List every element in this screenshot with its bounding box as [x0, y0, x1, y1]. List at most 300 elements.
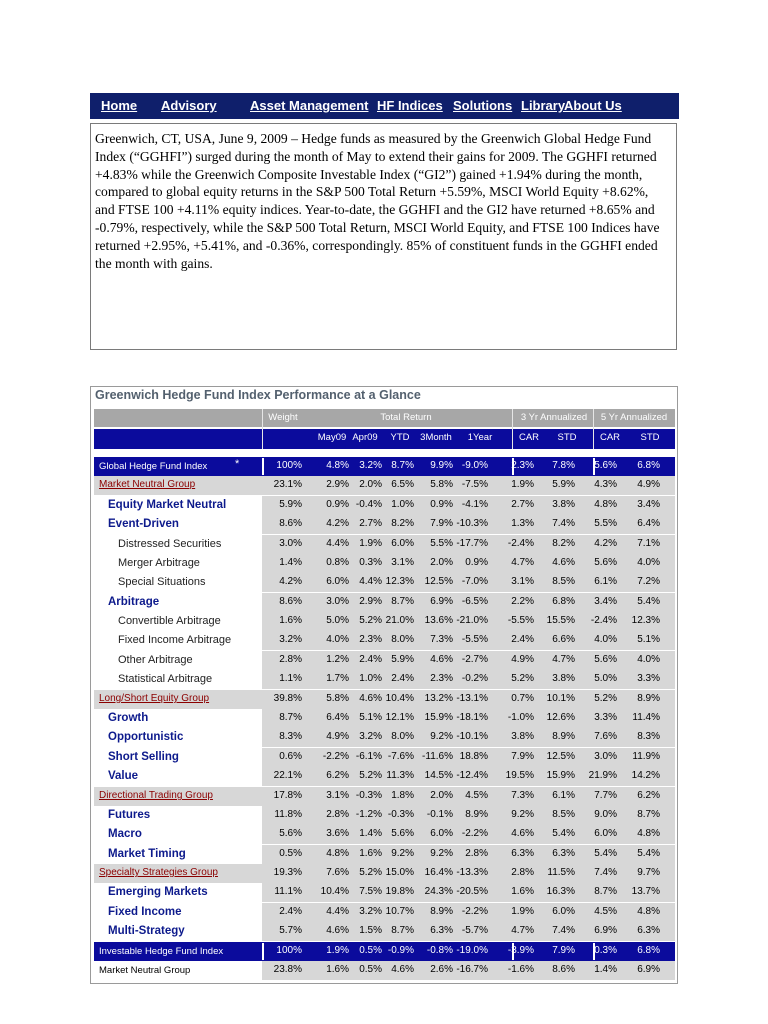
table-row [94, 922, 675, 941]
table-cell: 3.2% [359, 906, 382, 917]
table-cell: 2.4% [359, 654, 382, 665]
table-cell: -12.4% [456, 770, 488, 781]
table-cell: 2.2% [511, 596, 534, 607]
table-cell: 7.6% [594, 731, 617, 742]
table-cell: 5.0% [326, 615, 349, 626]
table-cell: 10.1% [546, 693, 575, 704]
table-cell: 1.6% [511, 886, 534, 897]
table-cell: -17.7% [456, 538, 488, 549]
column-header: STD [557, 432, 577, 443]
table-cell: 6.1% [594, 576, 617, 587]
table-cell: -20.5% [456, 886, 488, 897]
table-cell: 8.9% [465, 809, 488, 820]
table-cell: -0.2% [461, 673, 488, 684]
table-cell: 15.9% [424, 712, 453, 723]
table-cell: -9.0% [461, 460, 488, 471]
table-cell: 1.0% [391, 499, 414, 510]
table-cell: 1.4% [359, 828, 382, 839]
table-cell: -2.7% [461, 654, 488, 665]
table-cell: 11.9% [632, 751, 660, 762]
row-label: Statistical Arbitrage [118, 673, 213, 685]
table-cell: -11.6% [422, 751, 453, 762]
table-cell: 12.3% [631, 615, 660, 626]
table-cell: 3.2% [359, 731, 382, 742]
table-cell: 1.4% [279, 557, 302, 568]
table-cell: 4.0% [637, 654, 660, 665]
row-label: Convertible Arbitrage [118, 615, 221, 627]
table-cell: 4.4% [359, 576, 382, 587]
column-header: CAR [518, 432, 540, 443]
table-cell: -6.1% [355, 751, 382, 762]
table-cell: 6.2% [637, 790, 660, 801]
table-cell: 3.2% [359, 460, 382, 471]
table-cell: 3.1% [326, 790, 349, 801]
table-cell: 21.9% [588, 770, 617, 781]
row-label: Futures [108, 809, 151, 821]
table-cell: 0.5% [359, 964, 382, 975]
table-row [94, 883, 675, 902]
table-cell: -1.0% [507, 712, 534, 723]
performance-table [90, 386, 678, 984]
nav-hf-indices-link[interactable]: HF Indices [377, 98, 443, 113]
table-cell: 1.8% [391, 790, 414, 801]
table-cell: -4.1% [461, 499, 488, 510]
table-cell: 7.6% [326, 867, 349, 878]
table-cell: 12.5% [424, 576, 453, 587]
table-cell: 0.9% [465, 557, 488, 568]
table-cell: 4.6% [511, 828, 534, 839]
table-cell: 8.3% [279, 731, 302, 742]
table-cell: 3.8% [552, 673, 575, 684]
table-cell: 9.7% [637, 867, 660, 878]
table-cell: 3.3% [637, 673, 660, 684]
table-cell: 4.6% [391, 964, 414, 975]
table-cell: 19.3% [273, 867, 302, 878]
table-cell: 3.6% [326, 828, 349, 839]
table-cell: 7.4% [552, 925, 575, 936]
table-cell: 5.4% [552, 828, 575, 839]
table-cell: 8.0% [391, 634, 414, 645]
table-cell: 5.6% [594, 557, 617, 568]
yr3-header: 3 Yr Annualized [520, 412, 588, 423]
table-cell: 5.9% [391, 654, 414, 665]
table-cell: 1.9% [359, 538, 382, 549]
table-cell: 5.6% [594, 654, 617, 665]
table-cell: 1.9% [511, 479, 534, 490]
table-cell: 8.7% [391, 925, 414, 936]
table-cell: 12.3% [385, 576, 414, 587]
table-cell: 2.6% [430, 964, 453, 975]
table-cell: -7.0% [461, 576, 488, 587]
table-cell: 4.6% [326, 925, 349, 936]
table-cell: 1.1% [279, 673, 302, 684]
table-cell: 2.3% [511, 460, 534, 471]
table-cell: 2.3% [359, 634, 382, 645]
table-cell: 6.9% [594, 925, 617, 936]
table-cell: 7.8% [552, 460, 575, 471]
table-cell: 7.3% [430, 634, 453, 645]
table-cell: 12.5% [546, 751, 575, 762]
table-row [94, 573, 675, 592]
table-cell: 0.9% [326, 499, 349, 510]
top-nav-bar [90, 93, 679, 119]
table-cell: 5.1% [359, 712, 382, 723]
table-cell: 1.7% [326, 673, 349, 684]
table-cell: 100% [276, 460, 302, 471]
total-return-header: Total Return [380, 412, 432, 423]
table-cell: 8.7% [637, 809, 660, 820]
nav-home-link[interactable]: Home [101, 98, 138, 113]
table-cell: 8.9% [637, 693, 660, 704]
table-cell: 6.3% [511, 848, 534, 859]
table-cell: 4.2% [279, 576, 302, 587]
table-cell: 9.2% [391, 848, 414, 859]
table-row [94, 728, 675, 747]
table-cell: 1.9% [326, 945, 349, 956]
table-cell: 10.4% [320, 886, 349, 897]
table-cell: 3.2% [279, 634, 302, 645]
table-cell: 3.0% [279, 538, 302, 549]
table-cell: 6.0% [594, 828, 617, 839]
table-cell: -1.2% [355, 809, 382, 820]
table-cell: -18.1% [456, 712, 488, 723]
table-cell: 2.8% [465, 848, 488, 859]
row-label: Global Hedge Fund Index [99, 461, 208, 472]
table-row [94, 748, 675, 767]
table-row [94, 670, 675, 689]
table-row [94, 767, 675, 786]
table-cell: 17.8% [273, 790, 302, 801]
table-cell: 4.5% [594, 906, 617, 917]
table-cell: 7.9% [430, 518, 453, 529]
table-cell: 6.9% [430, 596, 453, 607]
table-cell: 4.8% [326, 460, 349, 471]
row-label: Event-Driven [108, 518, 179, 530]
table-cell: 7.4% [594, 867, 617, 878]
table-cell: 4.6% [552, 557, 575, 568]
table-cell: 3.8% [552, 499, 575, 510]
table-cell: -7.5% [461, 479, 488, 490]
table-cell: -10.3% [456, 518, 488, 529]
table-cell: 4.9% [511, 654, 534, 665]
table-cell: 8.6% [279, 518, 302, 529]
table-cell: 5.4% [637, 596, 660, 607]
table-cell: 6.3% [637, 925, 660, 936]
table-cell: 11.1% [274, 886, 302, 897]
table-cell: 19.5% [505, 770, 534, 781]
table-cell: 2.8% [511, 867, 534, 878]
table-cell: 9.2% [511, 809, 534, 820]
table-cell: 23.1% [273, 479, 302, 490]
table-cell: 4.5% [465, 790, 488, 801]
row-label: Macro [108, 828, 142, 840]
table-cell: 3.1% [391, 557, 414, 568]
table-cell: 7.7% [594, 790, 617, 801]
table-cell: 8.7% [391, 460, 414, 471]
table-cell: 4.9% [326, 731, 349, 742]
table-cell: 6.8% [637, 460, 660, 471]
table-cell: 8.6% [552, 964, 575, 975]
table-cell: -16.7% [456, 964, 488, 975]
table-cell: 5.4% [637, 848, 660, 859]
table-cell: 5.5% [430, 538, 453, 549]
table-cell: 14.2% [631, 770, 660, 781]
table-cell: 5.8% [326, 693, 349, 704]
table-cell: 5.5% [594, 518, 617, 529]
table-cell: 100% [276, 945, 302, 956]
table-cell: 6.0% [391, 538, 414, 549]
table-cell: 8.2% [391, 518, 414, 529]
row-label: Investable Hedge Fund Index [99, 946, 224, 957]
table-title: Greenwich Hedge Fund Index Performance at a Glance [95, 388, 421, 402]
nav-about-us-link[interactable]: About Us [564, 98, 622, 113]
table-cell: 8.9% [552, 731, 575, 742]
table-cell: -0.9% [387, 945, 414, 956]
table-cell: 8.7% [594, 886, 617, 897]
table-cell: 2.0% [430, 557, 453, 568]
table-cell: 12.6% [546, 712, 575, 723]
table-cell: 10.7% [385, 906, 414, 917]
column-header: Apr09 [352, 432, 378, 443]
row-label: Growth [108, 712, 149, 724]
nav-advisory-link[interactable]: Advisory [161, 98, 217, 113]
table-cell: 2.8% [326, 809, 349, 820]
table-cell: 5.9% [279, 499, 302, 510]
table-cell: 7.9% [552, 945, 575, 956]
table-cell: 3.4% [594, 596, 617, 607]
row-label: Merger Arbitrage [118, 557, 200, 569]
row-label: Market Neutral Group [99, 965, 191, 976]
table-cell: 8.2% [552, 538, 575, 549]
table-cell: 10.4% [385, 693, 414, 704]
table-cell: -0.8% [426, 945, 453, 956]
table-cell: 4.9% [637, 479, 660, 490]
yr5-header: 5 Yr Annualized [600, 412, 668, 423]
nav-library-link[interactable]: Library [521, 98, 566, 113]
table-row [94, 961, 675, 980]
table-cell: 5.6% [594, 460, 617, 471]
table-cell: 24.3% [424, 886, 453, 897]
table-cell: 4.2% [594, 538, 617, 549]
table-cell: -13.1% [456, 693, 488, 704]
table-cell: 11.8% [274, 809, 302, 820]
table-cell: 2.7% [511, 499, 534, 510]
table-cell: 8.5% [552, 809, 575, 820]
table-cell: 6.0% [326, 576, 349, 587]
table-cell: 8.9% [430, 906, 453, 917]
table-cell: 7.3% [511, 790, 534, 801]
table-cell: 4.7% [511, 557, 534, 568]
table-cell: 0.8% [326, 557, 349, 568]
table-cell: 0.9% [430, 499, 453, 510]
table-cell: 3.4% [637, 499, 660, 510]
table-cell: 1.6% [279, 615, 302, 626]
table-cell: 4.8% [326, 848, 349, 859]
table-cell: 9.2% [430, 848, 453, 859]
table-row [94, 942, 675, 961]
row-label: Emerging Markets [108, 886, 208, 898]
table-cell: 1.5% [359, 925, 382, 936]
table-cell: 2.0% [359, 479, 382, 490]
table-cell: 6.6% [552, 634, 575, 645]
table-cell: 6.4% [637, 518, 660, 529]
table-cell: 11.5% [547, 867, 575, 878]
table-cell: 2.3% [430, 673, 453, 684]
table-cell: 4.8% [637, 906, 660, 917]
table-cell: 2.4% [279, 906, 302, 917]
table-cell: -0.1% [426, 809, 453, 820]
table-cell: 7.4% [552, 518, 575, 529]
table-cell: 5.9% [552, 479, 575, 490]
table-cell: 6.8% [552, 596, 575, 607]
table-cell: 8.6% [279, 596, 302, 607]
table-cell: 4.7% [511, 925, 534, 936]
table-cell: 16.4% [424, 867, 453, 878]
row-label: Multi-Strategy [108, 925, 185, 937]
table-cell: 7.5% [359, 886, 382, 897]
footnote-star: * [235, 458, 240, 470]
table-cell: 0.7% [511, 693, 534, 704]
row-label[interactable]: Directional Trading Group [99, 790, 213, 801]
table-cell: 6.5% [391, 479, 414, 490]
table-cell: 4.4% [326, 906, 349, 917]
table-row [94, 631, 675, 650]
table-row [94, 496, 675, 515]
table-cell: 5.2% [359, 770, 382, 781]
table-cell: 19.8% [385, 886, 414, 897]
table-cell: 2.9% [359, 596, 382, 607]
table-cell: 6.0% [552, 906, 575, 917]
table-cell: -1.6% [507, 964, 534, 975]
table-cell: 5.1% [637, 634, 660, 645]
table-cell: 5.2% [511, 673, 534, 684]
table-cell: -2.2% [461, 828, 488, 839]
table-cell: 5.6% [279, 828, 302, 839]
table-cell: 6.2% [326, 770, 349, 781]
table-cell: -21.0% [456, 615, 488, 626]
row-label: Special Situations [118, 576, 206, 588]
table-cell: 8.7% [279, 712, 302, 723]
table-cell: 14.5% [424, 770, 453, 781]
table-cell: 5.8% [430, 479, 453, 490]
table-cell: 5.6% [391, 828, 414, 839]
row-label[interactable]: Specialty Strategies Group [99, 867, 218, 878]
row-label: Arbitrage [108, 596, 160, 608]
table-cell: 12.1% [385, 712, 414, 723]
table-cell: 4.8% [637, 828, 660, 839]
table-cell: 0.3% [594, 945, 617, 956]
nav-asset-management-link[interactable]: Asset Management [250, 98, 369, 113]
column-header: STD [640, 432, 660, 443]
table-cell: 5.2% [359, 615, 382, 626]
table-cell: 13.2% [424, 693, 453, 704]
table-cell: 7.9% [511, 751, 534, 762]
table-row [94, 593, 675, 612]
table-cell: 8.3% [637, 731, 660, 742]
table-cell: 13.6% [424, 615, 453, 626]
table-cell: 5.4% [594, 848, 617, 859]
nav-solutions-link[interactable]: Solutions [453, 98, 513, 113]
table-cell: 4.6% [430, 654, 453, 665]
table-cell: -2.2% [461, 906, 488, 917]
table-cell: 6.4% [326, 712, 349, 723]
table-cell: 8.7% [391, 596, 414, 607]
table-cell: 22.1% [273, 770, 302, 781]
table-cell: 7.1% [637, 538, 660, 549]
table-cell: -10.1% [456, 731, 488, 742]
table-cell: 4.7% [552, 654, 575, 665]
press-release-text: Greenwich, CT, USA, June 9, 2009 – Hedge funds as measured by the Greenwich Global Hedge Fund Index (“GGHFI”) surged during the month of May to extend their gains for 2009. The GGHFI returned +4.83% while the Greenwich Composite Investable Index (“GI2”) gained +1.94% during the month, compared to global equity returns in the S&P 500 Total Return +5.59%, MSCI World Equity +8.62%, and FTSE 100 +4.11% equity indices. Year-to-date, the GGHFI and the GI2 have returned +8.65% and -0.79%, respectively, while the S&P 500 Total Return, MSCI World Equity, and FTSE 100 Indices have returned +2.95%, +5.41%, and -0.36%, correspondingly. 85% of constituent funds in the GGHFI ended the month with gains. [90, 123, 677, 350]
table-cell: 0.5% [359, 945, 382, 956]
table-row [94, 806, 675, 825]
table-cell: 2.4% [391, 673, 414, 684]
column-header: 1Year [467, 432, 493, 443]
table-row [94, 535, 675, 554]
table-cell: 2.4% [511, 634, 534, 645]
table-cell: 3.0% [326, 596, 349, 607]
row-label[interactable]: Long/Short Equity Group [99, 693, 210, 704]
table-cell: 3.1% [511, 576, 534, 587]
table-cell: 15.0% [385, 867, 414, 878]
table-cell: 1.0% [359, 673, 382, 684]
table-cell: 11.3% [386, 770, 414, 781]
table-cell: 7.2% [637, 576, 660, 587]
table-cell: 6.0% [430, 828, 453, 839]
row-label: Fixed Income Arbitrage [118, 634, 232, 646]
table-cell: -0.3% [387, 809, 414, 820]
table-row [94, 651, 675, 670]
table-cell: 39.8% [273, 693, 302, 704]
table-cell: 15.5% [546, 615, 575, 626]
table-cell: 0.3% [359, 557, 382, 568]
table-cell: -5.7% [461, 925, 488, 936]
table-row [94, 690, 675, 709]
table-row [94, 612, 675, 631]
table-cell: 0.6% [279, 751, 302, 762]
table-row [94, 457, 675, 476]
table-cell: 9.2% [430, 731, 453, 742]
table-cell: 2.7% [359, 518, 382, 529]
table-cell: 1.6% [326, 964, 349, 975]
row-label: Market Timing [108, 848, 186, 860]
column-header: YTD [390, 432, 410, 443]
table-cell: 9.9% [430, 460, 453, 471]
table-cell: 6.9% [637, 964, 660, 975]
table-cell: 5.0% [594, 673, 617, 684]
table-cell: 4.4% [326, 538, 349, 549]
table-cell: 4.0% [637, 557, 660, 568]
table-cell: 8.5% [552, 576, 575, 587]
table-cell: 1.3% [511, 518, 534, 529]
table-cell: 3.8% [511, 731, 534, 742]
table-row [94, 515, 675, 534]
table-cell: 4.8% [594, 499, 617, 510]
row-label[interactable]: Market Neutral Group [99, 479, 196, 490]
table-cell: 0.5% [279, 848, 302, 859]
table-row [94, 554, 675, 573]
table-cell: 4.3% [594, 479, 617, 490]
table-cell: 6.8% [637, 945, 660, 956]
table-cell: 9.0% [594, 809, 617, 820]
column-header: May09 [317, 432, 347, 443]
row-label: Distressed Securities [118, 538, 222, 550]
row-label: Opportunistic [108, 731, 184, 743]
table-cell: 4.0% [326, 634, 349, 645]
table-cell: 2.8% [279, 654, 302, 665]
row-label: Value [108, 770, 139, 782]
group-header-row [94, 409, 675, 427]
row-label: Other Arbitrage [118, 654, 193, 666]
